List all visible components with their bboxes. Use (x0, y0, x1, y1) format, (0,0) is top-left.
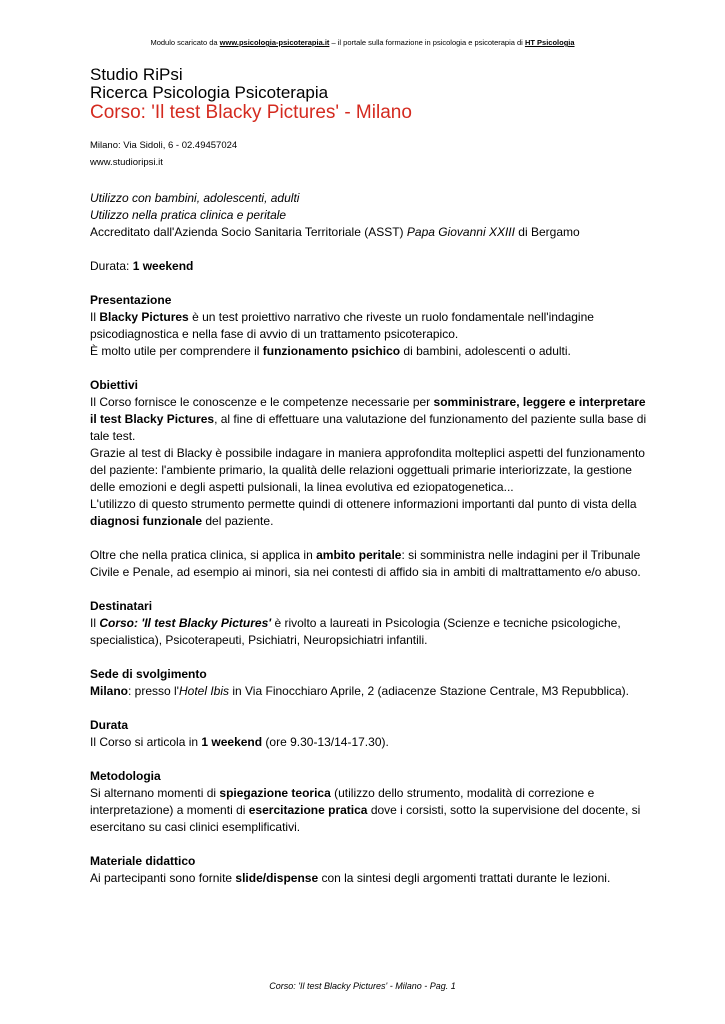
course-title: Corso: 'Il test Blacky Pictures' - Milano (90, 102, 412, 123)
contact-website: www.studioripsi.it (90, 157, 163, 168)
durata-title: Durata (90, 718, 129, 732)
header-middle: – il portale sulla formazione in psicologia e psicoterapia di (329, 38, 525, 47)
sede-text: Milano: presso l'Hotel Ibis in Via Finocchiaro Aprile, 2 (adiacenze Stazione Centrale, M3 Repubblica). (90, 684, 630, 698)
page-footer: Corso: 'Il test Blacky Pictures' - Milano - Pag. 1 (269, 981, 456, 991)
site-link[interactable]: www.psicologia-psicoterapia.it (219, 38, 330, 47)
presentazione-title: Presentazione (90, 293, 172, 307)
obiettivi-p4: Oltre che nella pratica clinica, si applica in ambito peritale: si somministra nelle indagini per il Tribunale Civile e Penale, ad esempio ai minori, sia nei contesti di affido sia in ambiti di maltrattamento e/o abuso. (90, 548, 641, 579)
obiettivi-p2: Grazie al test di Blacky è possibile indagare in maniera approfondita molteplici aspetti del funzionamento del paziente: l'ambiente primario, la qualità delle relazioni oggettuali primarie interiorizzate, la gestione delle emozioni e degli aspetti pulsionali, la linea evolutiva ed eziopatogenetica... (90, 446, 645, 494)
header-prefix: Modulo scaricato da (150, 38, 220, 47)
studio-subtitle: Ricerca Psicologia Psicoterapia (90, 83, 329, 102)
materiale-title: Materiale didattico (90, 854, 196, 868)
sede-title: Sede di svolgimento (90, 667, 207, 681)
obiettivi-title: Obiettivi (90, 378, 139, 392)
presentazione-p2: È molto utile per comprendere il funzionamento psichico di bambini, adolescenti o adulti. (90, 344, 571, 358)
studio-name: Studio RiPsi (90, 65, 183, 84)
destinatari-title: Destinatari (90, 599, 153, 613)
metodologia-text: Si alternano momenti di spiegazione teorica (utilizzo dello strumento, modalità di correzione e interpretazione) a momenti di esercitazione pratica dove i corsisti, sotto la supervisione del docente, si esercitano su casi clinici esemplificativi. (90, 786, 641, 834)
intro-use-1: Utilizzo con bambini, adolescenti, adulti (90, 191, 300, 205)
page-header (0, 38, 725, 47)
materiale-text: Ai partecipanti sono fornite slide/dispense con la sintesi degli argomenti trattati durante le lezioni. (90, 871, 611, 885)
metodologia-title: Metodologia (90, 769, 161, 783)
contact-address: Milano: Via Sidoli, 6 - 02.49457024 (90, 140, 238, 151)
durata-text: Il Corso si articola in 1 weekend (ore 9.30-13/14-17.30). (90, 735, 389, 749)
durata-summary: Durata: 1 weekend (90, 259, 194, 273)
intro-use-2: Utilizzo nella pratica clinica e peritale (90, 208, 287, 222)
obiettivi-p3: L'utilizzo di questo strumento permette quindi di ottenere informazioni importanti dal punto di vista della diagnosi funzionale del paziente. (90, 497, 637, 528)
brand-link[interactable]: HT Psicologia (524, 38, 575, 47)
intro-accreditation: Accreditato dall'Azienda Socio Sanitaria Territoriale (ASST) Papa Giovanni XXIII di Bergamo (90, 225, 580, 239)
destinatari-text: Il Corso: 'Il test Blacky Pictures' è rivolto a laureati in Psicologia (Scienze e tecniche psicologiche, specialistica), Psicoterapeuti, Psichiatri, Neuropsichiatri infantili. (90, 616, 621, 647)
document-body (90, 66, 650, 887)
obiettivi-p1: Il Corso fornisce le conoscenze e le competenze necessarie per somministrare, leggere e interpretare il test Blacky Pictures, al fine di effettuare una valutazione del funzionamento del paziente sulla base di tale test. (90, 395, 647, 443)
presentazione-p1: Il Blacky Pictures è un test proiettivo narrativo che riveste un ruolo fondamentale nell'indagine psicodiagnostica e nella fase di avvio di un trattamento psicoterapico. (90, 310, 594, 341)
